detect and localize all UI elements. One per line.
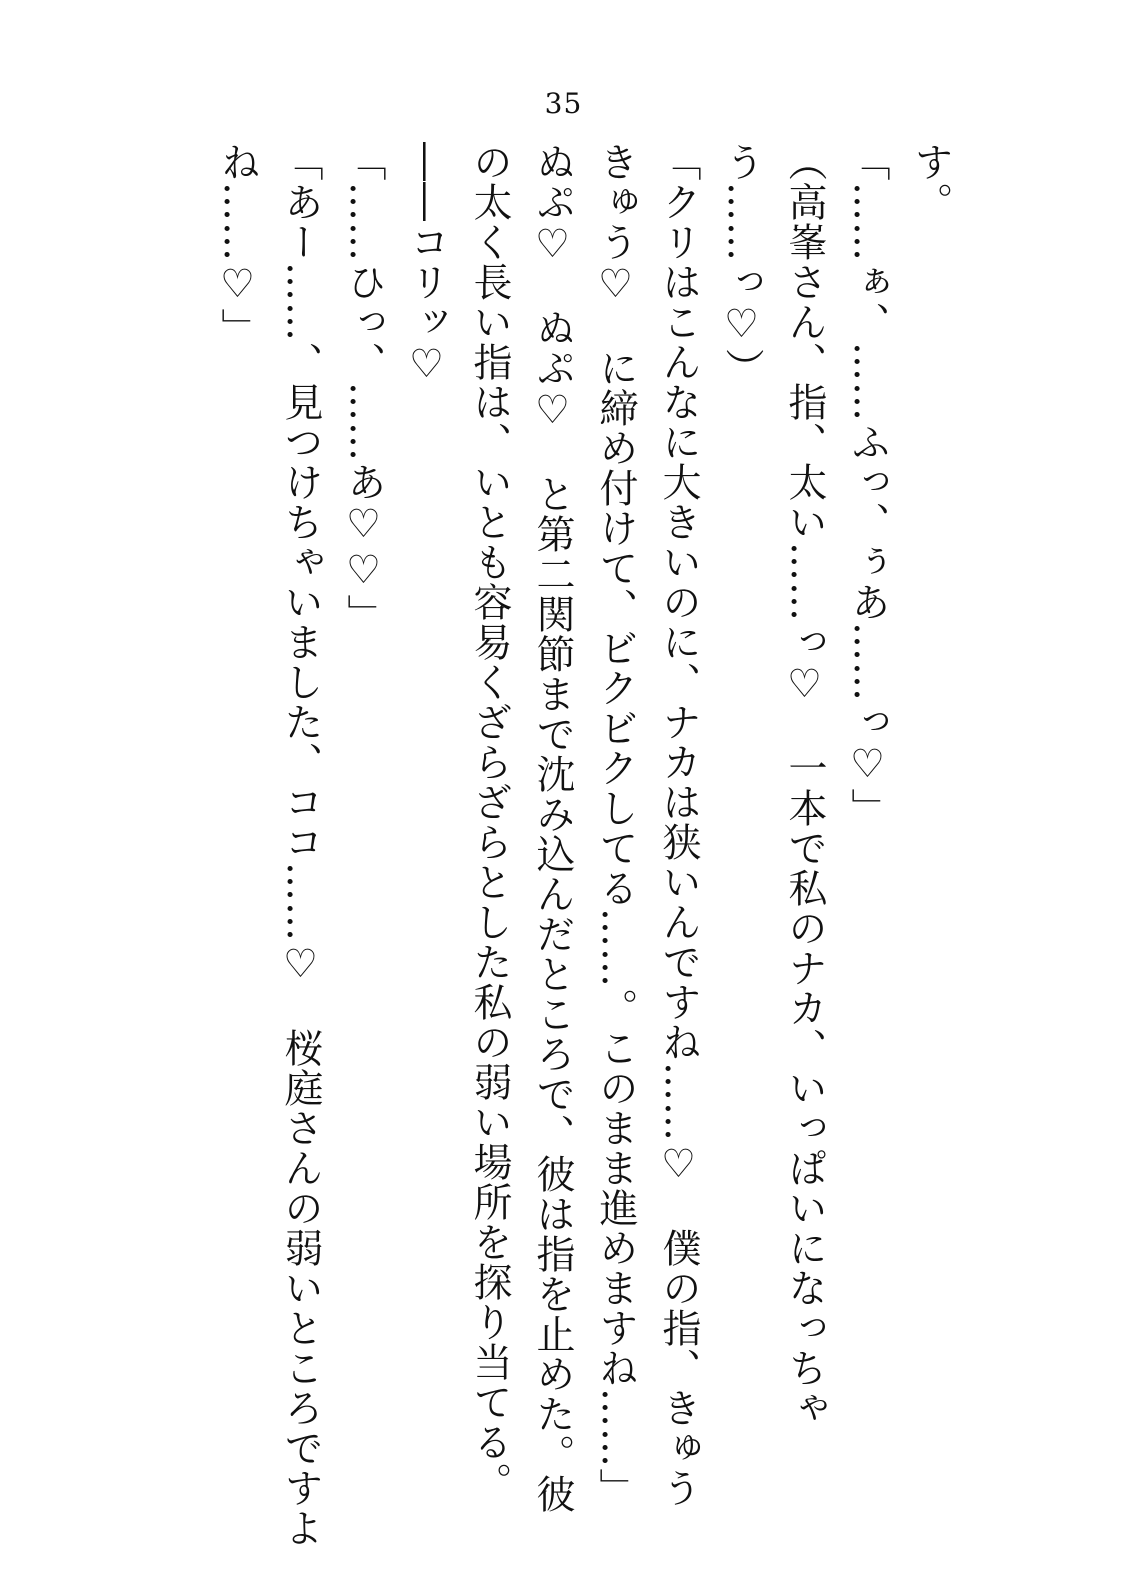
text-line: きゅう♡ に締め付けて、ビクビクしてる……。このまま進めますね……」 (593, 142, 638, 1508)
text-line: 「……ぁ、……ふっ、ぅあ……っ♡」 (845, 142, 890, 828)
text-line: 「……ひっ、……あ♡♡」 (341, 142, 386, 634)
text-line: 「クリはこんなに大きいのに、ナカは狭いんですね……♡ 僕の指、きゅう (656, 142, 701, 1508)
text-line: （高峯さん、指、太い……っ♡ 一本で私のナカ、いっぱいになっちゃ (782, 142, 827, 1428)
text-line: ぬぷ♡ ぬぷ♡ と第二関節まで沈み込んだところで、彼は指を止めた。彼 (530, 142, 575, 1514)
text-line: ――コリッ♡ (404, 142, 449, 388)
page-number: 35 (544, 87, 583, 120)
text-line: ね……♡」 (215, 142, 260, 348)
text-line: 「あー……、見つけちゃいました、ココ……♡ 桜庭さんの弱いところですよ (278, 142, 323, 1548)
text-line: す。 (908, 142, 953, 222)
text-line: の太く長い指は、いとも容易くざらざらとした私の弱い場所を探り当てる。 (467, 142, 512, 1502)
text-line: う……っ♡） (719, 142, 764, 388)
vertical-text-body (206, 142, 962, 1548)
